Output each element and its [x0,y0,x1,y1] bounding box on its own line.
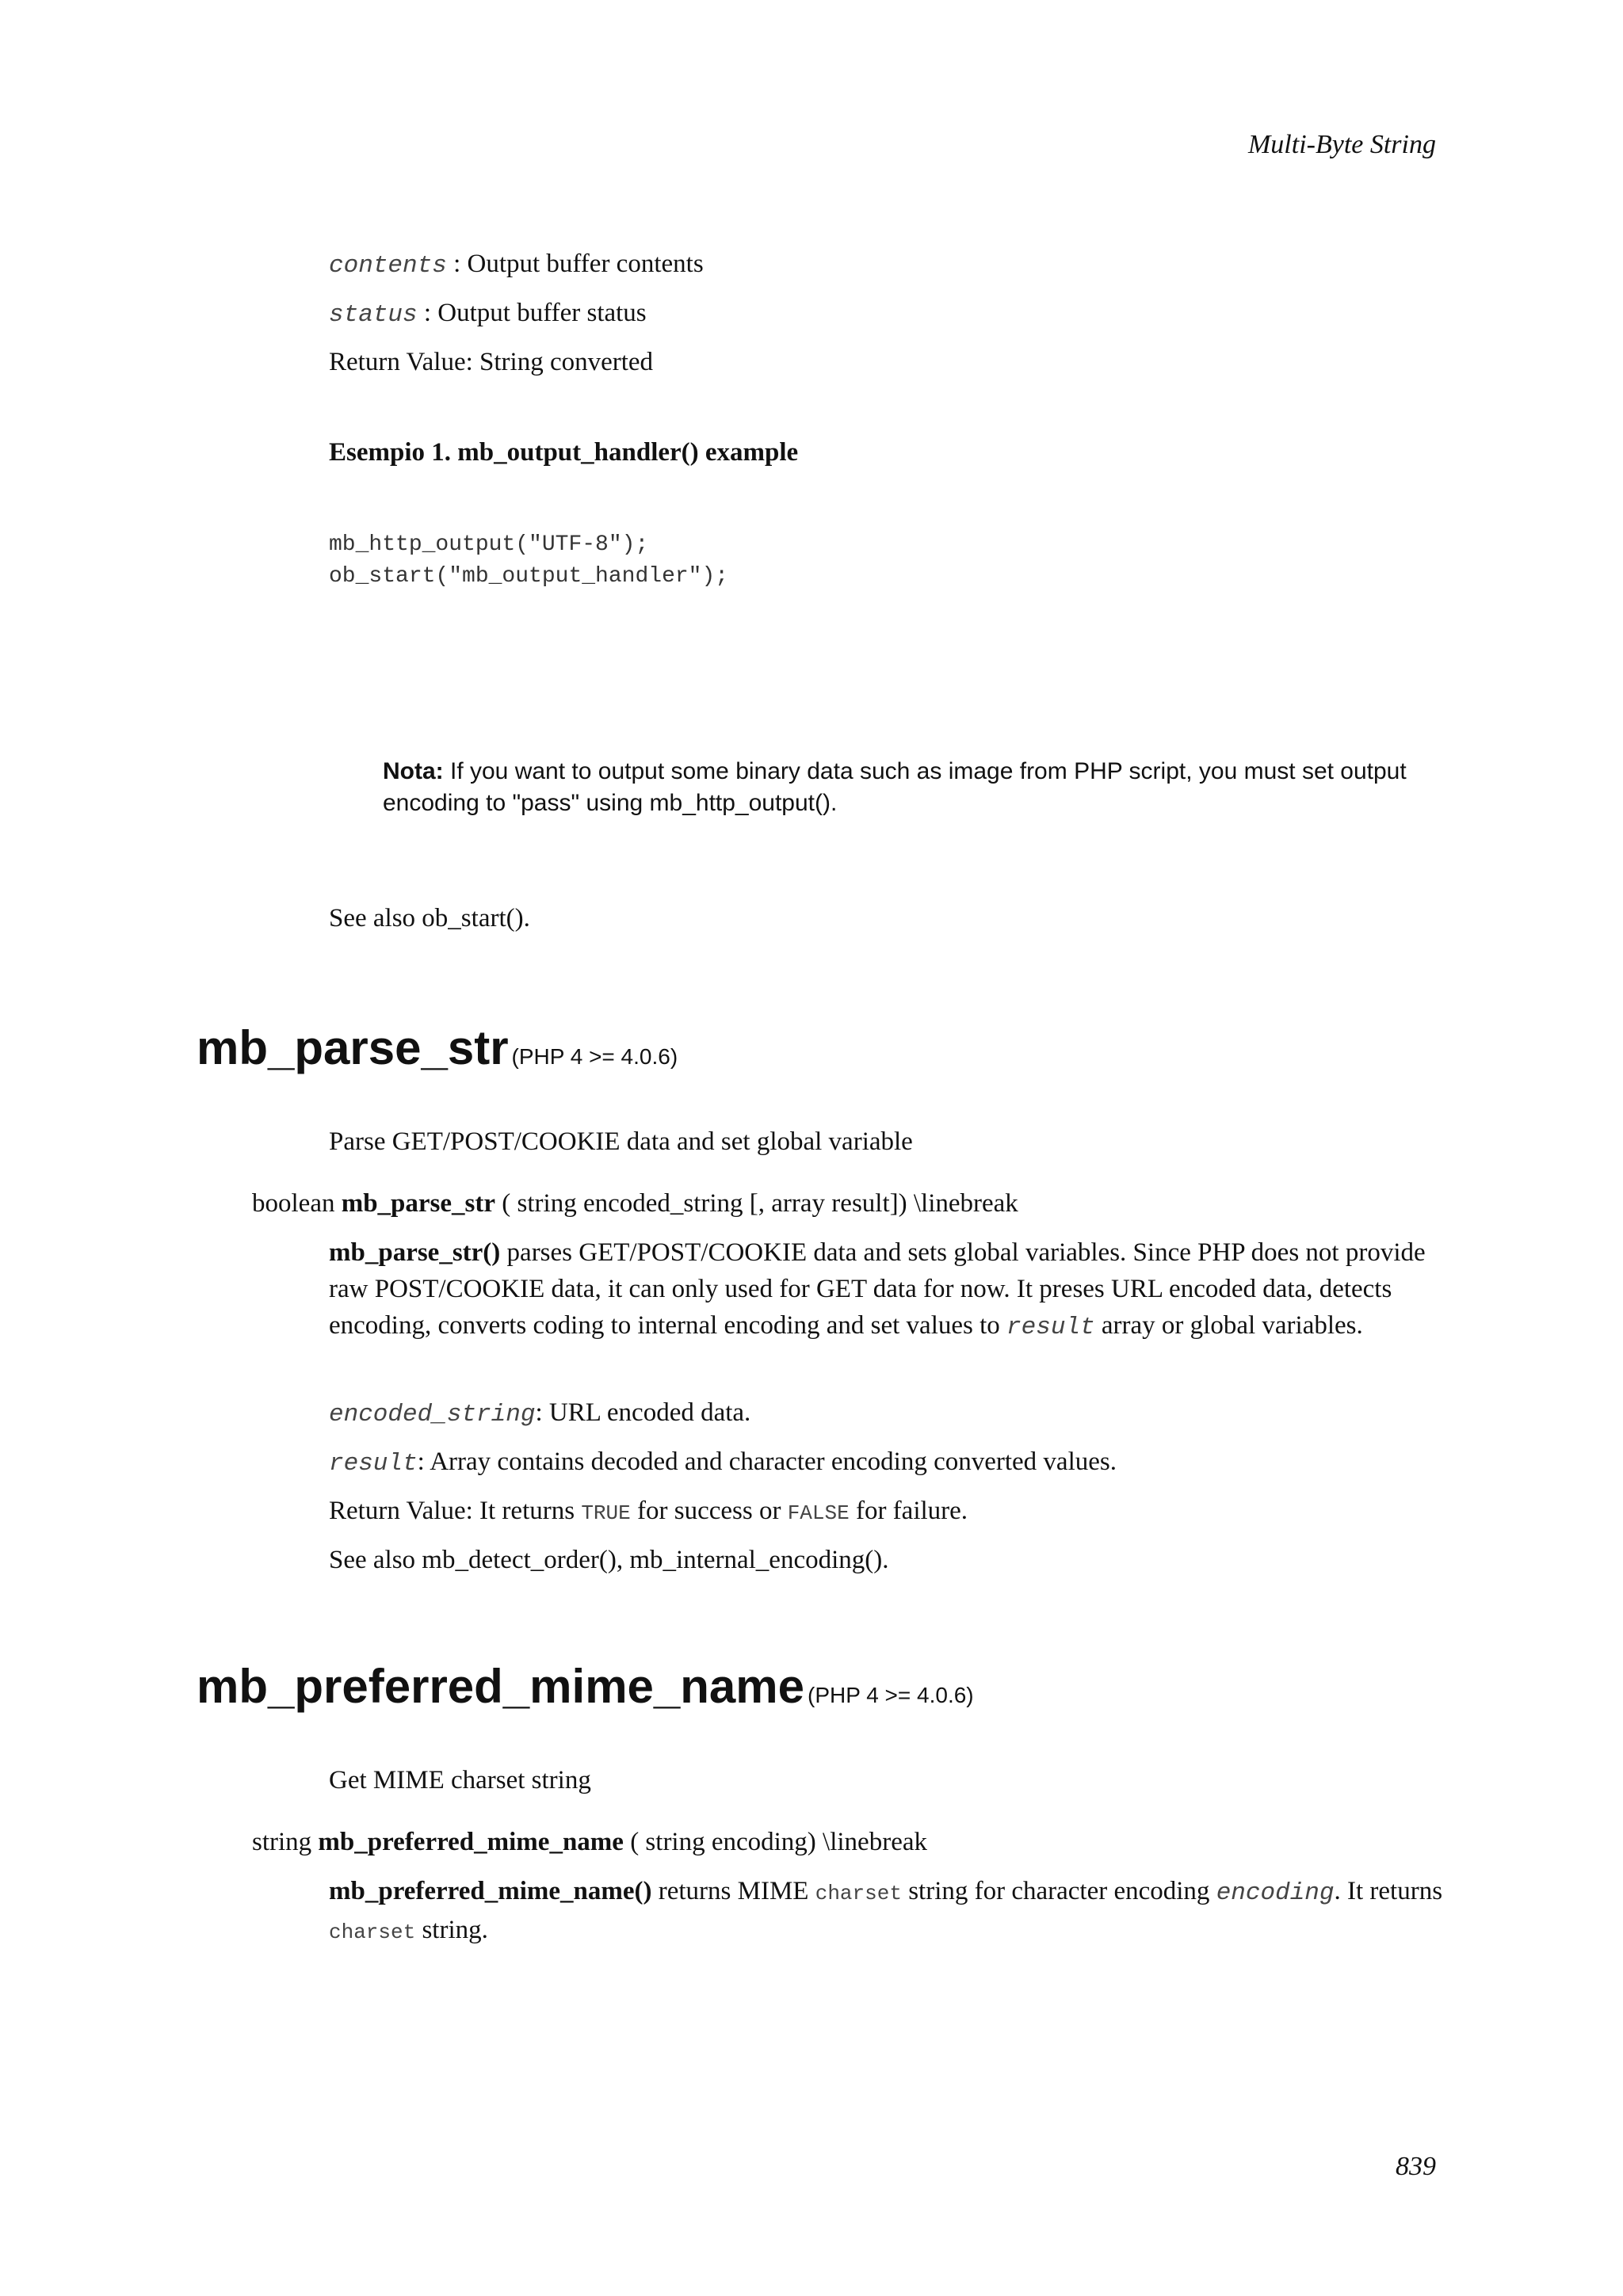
param-desc: : Array contains decoded and character encoding converted values. [417,1447,1117,1476]
constant-false: FALSE [787,1501,850,1525]
version-note: (PHP 4 >= 4.0.6) [511,1044,678,1069]
constant-true: TRUE [581,1501,631,1525]
function-ref: mb_parse_str() [329,1238,501,1267]
description-text: . It returns [1334,1877,1443,1905]
description-text: array or global variables. [1094,1311,1363,1340]
example-title: Esempio 1. mb_output_handler() example [329,438,799,467]
version-note: (PHP 4 >= 4.0.6) [808,1683,974,1707]
param-desc: : Output buffer status [417,299,647,327]
param-desc: : URL encoded data. [535,1398,751,1427]
signature-args: ( string encoding) \linebreak [623,1828,927,1856]
description-text: parses GET/POST/COOKIE data and sets global variables. Since PHP does not provide raw POST/COOKIE data, it can only used for GET data for now. It preses URL encoded data, detects encoding, converts coding to internal encoding and set values to [329,1238,1426,1340]
description-text: string. [415,1916,488,1944]
note-box [383,756,1413,819]
running-header: Multi-Byte String [1247,130,1436,159]
description-paragraph [329,1873,1454,1951]
note-label: Nota: [383,758,444,784]
see-also: See also mb_detect_order(), mb_internal_encoding(). [329,1546,889,1574]
return-text: for success or [630,1497,788,1525]
param-ref: encoding [1216,1879,1335,1907]
description-paragraph [329,1234,1438,1346]
param-name: encoded_string [329,1401,536,1428]
return-value: Return Value: String converted [329,348,654,376]
param-name: contents [329,252,447,280]
constant-charset: charset [329,1920,416,1944]
function-purpose: Parse GET/POST/COOKIE data and set global variable [329,1127,913,1156]
param-name: result [329,1450,418,1478]
code-line: mb_http_output("UTF-8"); [329,532,649,557]
note-text: If you want to output some binary data such as image from PHP script, you must set output encoding to "pass" using mb_http_output(). [383,758,1407,816]
param-item [329,246,1438,284]
param-item [329,1444,1438,1482]
signature-name: mb_preferred_mime_name [318,1828,624,1856]
function-title: mb_preferred_mime_name [197,1660,805,1713]
param-item [329,1394,1438,1433]
code-block [329,529,728,593]
return-type: boolean [252,1189,335,1218]
code-line: ob_start("mb_output_handler"); [329,564,729,589]
function-heading [197,1659,974,1714]
signature-name: mb_parse_str [341,1189,496,1218]
function-signature [252,1185,1018,1222]
return-text: Return Value: It returns [329,1497,582,1525]
function-heading [197,1020,678,1076]
param-name: status [329,301,418,329]
signature-args: ( string encoded_string [, array result]) \linebreak [495,1189,1018,1218]
function-ref: mb_preferred_mime_name() [329,1877,652,1905]
return-type: string [252,1828,312,1856]
function-signature [252,1824,927,1860]
function-purpose: Get MIME charset string [329,1766,591,1794]
return-value [329,1493,1438,1531]
function-title: mb_parse_str [197,1021,509,1074]
page-number: 839 [1396,2152,1436,2181]
param-item [329,295,1438,334]
see-also: See also ob_start(). [329,904,530,933]
description-text: returns MIME [651,1877,815,1905]
return-text: for failure. [849,1497,968,1525]
description-text: string for character encoding [901,1877,1216,1905]
constant-charset: charset [815,1882,902,1905]
param-ref: result [1006,1314,1095,1341]
param-desc: : Output buffer contents [446,250,704,278]
